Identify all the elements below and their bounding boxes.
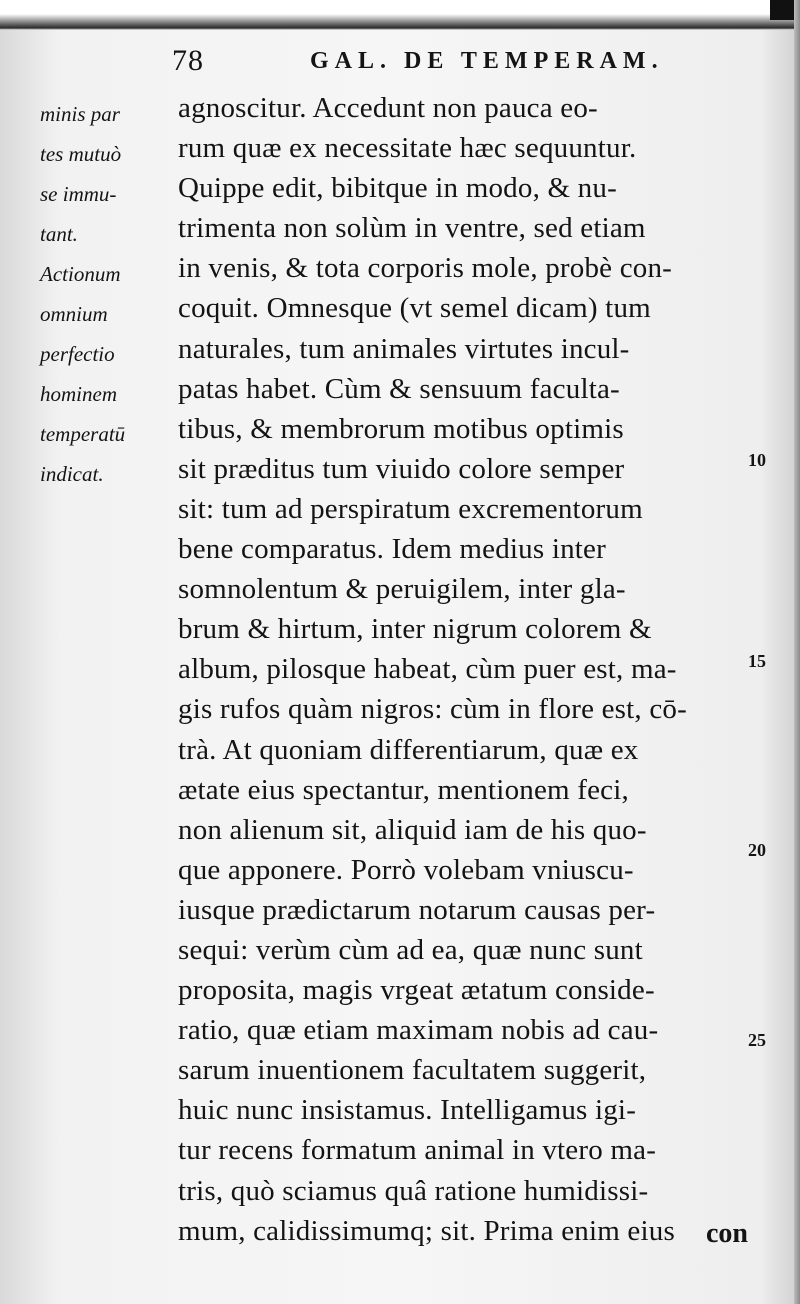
text-line: patas habet. Cùm & sensuum faculta-	[178, 372, 620, 405]
text-line: tibus, & membrorum motibus optimis	[178, 412, 624, 445]
text-line: sequi: verùm cùm ad ea, quæ nunc sunt	[178, 933, 643, 966]
margin-note: tes mutuò	[40, 142, 122, 166]
text-line: somnolentum & peruigilem, inter gla-	[178, 573, 626, 606]
margin-note: Actionum	[40, 262, 121, 286]
margin-note: omnium	[40, 302, 108, 326]
body-text	[178, 88, 758, 1251]
text-line: sarum inuentionem facultatem suggerit,	[178, 1054, 647, 1087]
text-line: non alienum sit, aliquid iam de his quo-	[178, 813, 647, 846]
text-line: sit præditus tum viuido colore semper	[178, 452, 625, 485]
text-line: mum, calidissimumq; sit. Prima enim eius	[178, 1214, 675, 1247]
margin-note: indicat.	[40, 462, 104, 486]
text-line: sit: tum ad perspiratum excrementorum	[178, 492, 643, 525]
text-line: huic nunc insistamus. Intelligamus igi-	[178, 1094, 637, 1127]
text-line: iusque prædictarum notarum causas per-	[178, 893, 656, 926]
text-line: trà. At quoniam differentiarum, quæ ex	[178, 733, 639, 766]
text-line: ratio, quæ etiam maximam nobis ad cau-	[178, 1014, 659, 1047]
text-line: naturales, tum animales virtutes incul-	[178, 332, 630, 365]
text-line: bene comparatus. Idem medius inter	[178, 533, 606, 566]
page-right-edge	[794, 0, 800, 1304]
text-line: brum & hirtum, inter nigrum colorem &	[178, 613, 652, 646]
margin-notes	[40, 94, 190, 494]
line-number: 20	[748, 840, 766, 860]
margin-note: temperatū	[40, 422, 126, 446]
text-line: Quippe edit, bibitque in modo, & nu-	[178, 172, 617, 205]
text-line: tris, quò sciamus quâ ratione humidissi-	[178, 1174, 649, 1207]
catchword: con	[706, 1218, 748, 1249]
margin-note: tant.	[40, 222, 78, 246]
line-number: 25	[748, 1030, 766, 1050]
text-line: que apponere. Porrò volebam vniuscu-	[178, 853, 634, 886]
text-line: gis rufos quàm nigros: cùm in flore est, cō-	[178, 693, 687, 726]
page-number: 78	[172, 44, 204, 77]
margin-note: hominem	[40, 382, 117, 406]
page-header	[172, 44, 672, 84]
margin-note: perfectio	[40, 342, 115, 366]
text-line: album, pilosque habeat, cùm puer est, ma-	[178, 653, 677, 686]
text-line: rum quæ ex necessitate hæc sequuntur.	[178, 132, 637, 165]
running-title: GAL. DE TEMPERAM.	[310, 48, 664, 74]
page-top-edge	[0, 0, 800, 30]
line-number: 15	[748, 651, 766, 671]
text-line: coquit. Omnesque (vt semel dicam) tum	[178, 292, 651, 325]
text-line: trimenta non solùm in ventre, sed etiam	[178, 212, 646, 245]
margin-note: se immu-	[40, 182, 117, 206]
text-line: in venis, & tota corporis mole, probè con-	[178, 252, 673, 285]
text-line: agnoscitur. Accedunt non pauca eo-	[178, 92, 598, 124]
text-line: tur recens formatum animal in vtero ma-	[178, 1134, 657, 1167]
text-line: ætate eius spectantur, mentionem feci,	[178, 773, 629, 806]
text-line: proposita, magis vrgeat ætatum conside-	[178, 974, 655, 1007]
line-number: 10	[748, 450, 766, 470]
margin-note: minis par	[40, 102, 120, 126]
